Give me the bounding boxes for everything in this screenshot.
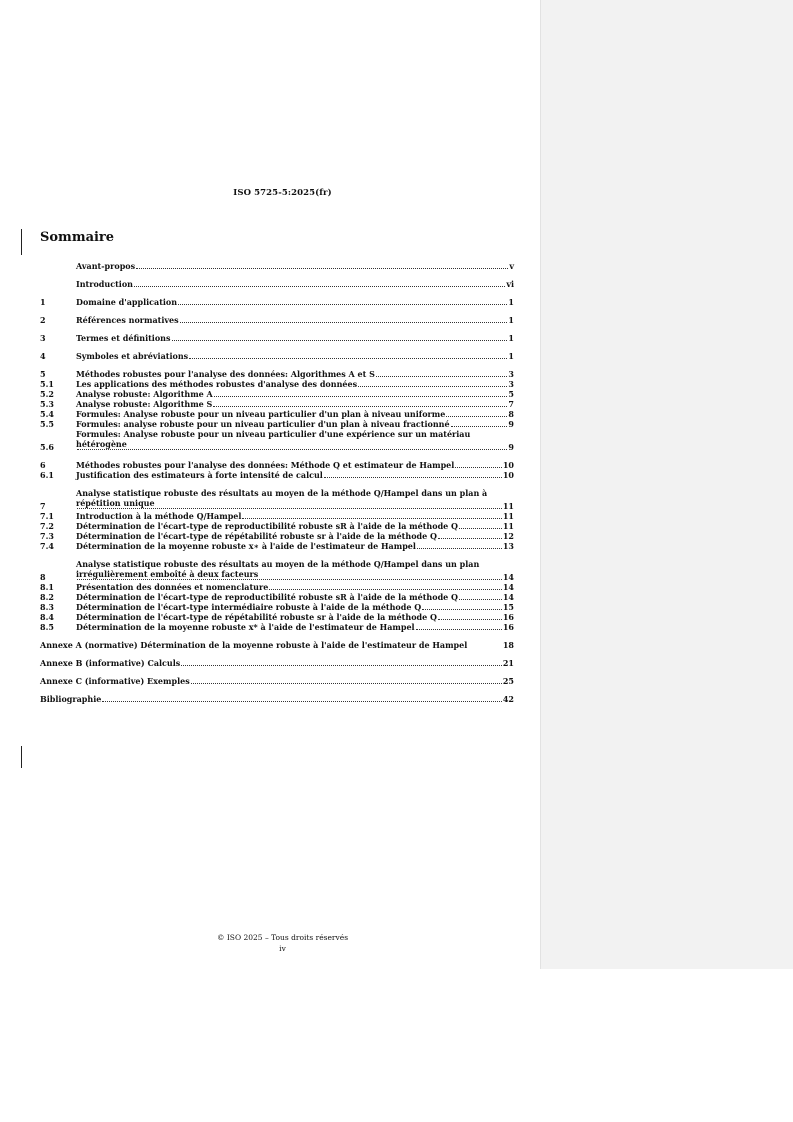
toc-entry-7-4[interactable] [40,541,514,551]
toc-entry-avant-propos[interactable] [40,261,514,271]
toc-entry-number: 8.4 [40,612,54,622]
toc-entry-number: 6.1 [40,470,54,480]
toc-entry-page: 10 [502,470,514,480]
toc-entry-7-3[interactable] [40,531,514,541]
toc-entry-page: 18 [502,640,514,650]
toc-entry-number: 5.4 [40,409,54,419]
toc-entry-number: 8.5 [40,622,54,632]
page-number: iv [279,944,286,953]
toc-entry-text: Analyse statistique robuste des résultats au moyen de la méthode Q/Hampel dans un plan à répétition unique [76,488,488,508]
document-header: ISO 5725-5:2025(fr) [233,188,332,198]
toc-entry-page: 16 [502,612,514,622]
toc-entry-page: 9 [508,442,514,452]
toc-entry-text: Symboles et abréviations [76,351,189,361]
toc-entry-8-5[interactable] [40,622,514,632]
toc-entry-text: Annexe A (normative) Détermination de la moyenne robuste à l'aide de l'estimateur de Hampel [40,640,468,650]
toc-entry-5-5[interactable] [40,419,514,429]
toc-entry-page: 9 [508,419,514,429]
toc-entry-text: Méthodes robustes pour l'analyse des données: Méthode Q et estimateur de Hampel [76,460,455,470]
toc-entry-text: Analyse robuste: Algorithme S [76,399,213,409]
toc-entry-text: Domaine d'application [76,297,178,307]
toc-entry-8-4[interactable] [40,612,514,622]
toc-entry-page: vi [506,279,514,289]
comment-pane [540,0,793,969]
toc-entry-number: 4 [40,351,46,361]
toc-entry-annexe-b[interactable] [40,658,514,668]
toc-entry-page: 3 [508,379,514,389]
toc-entry-text: Détermination de l'écart-type intermédiaire robuste à l'aide de la méthode Q [76,602,422,612]
toc-entry-text: Bibliographie [40,694,102,704]
toc-entry-text: Justification des estimateurs à forte intensité de calcul [76,470,323,480]
toc-entry-8-2[interactable] [40,592,514,602]
toc-entry-7-2[interactable] [40,521,514,531]
toc-entry-number: 5 [40,369,46,379]
toc-entry-number: 5.1 [40,379,54,389]
table-of-contents [40,261,514,704]
toc-entry-text: Présentation des données et nomenclature [76,582,269,592]
toc-entry-text: Formules: Analyse robuste pour un niveau particulier d'un plan à niveau uniforme [76,409,446,419]
toc-entry-8-3[interactable] [40,602,514,612]
toc-entry-5[interactable] [40,369,514,379]
toc-entry-page: 13 [502,541,514,551]
toc-entry-text: Analyse statistique robuste des résultats au moyen de la méthode Q/Hampel dans un plan irrégulièrement emboîté à deux facteurs [76,559,480,579]
toc-entry-page: 10 [502,460,514,470]
toc-entry-number: 7.2 [40,521,54,531]
toc-entry-page: 15 [502,602,514,612]
toc-entry-5-2[interactable] [40,389,514,399]
toc-entry-text: Formules: Analyse robuste pour un niveau particulier d'une expérience sur un matériau hétérogène [76,429,471,449]
toc-entry-page: 11 [502,501,514,511]
toc-entry-bibliographie[interactable] [40,694,514,704]
toc-entry-page: 3 [508,369,514,379]
toc-entry-annexe-a[interactable] [40,640,514,650]
toc-entry-page: 42 [502,694,514,704]
toc-entry-number: 8 [40,572,46,582]
toc-entry-number: 8.2 [40,592,54,602]
toc-entry-text: Avant-propos [76,261,136,271]
toc-entry-number: 5.3 [40,399,54,409]
toc-entry-text: Annexe C (informative) Exemples [40,676,190,686]
toc-entry-5-3[interactable] [40,399,514,409]
toc-entry-number: 7.4 [40,541,54,551]
toc-entry-8-1[interactable] [40,582,514,592]
toc-entry-number: 5.2 [40,389,54,399]
toc-entry-page: 7 [508,399,514,409]
toc-entry-number: 8.1 [40,582,54,592]
toc-entry-page: 12 [502,531,514,541]
toc-entry-page: 11 [502,521,514,531]
toc-entry-page: 1 [508,315,514,325]
toc-entry-page: 21 [502,658,514,668]
toc-entry-text: Détermination de l'écart-type de reproductibilité robuste sR à l'aide de la méthode Q [76,521,458,531]
toc-title: Sommaire [40,230,115,245]
toc-entry-6-1[interactable] [40,470,514,480]
toc-entry-text: Méthodes robustes pour l'analyse des données: Algorithmes A et S [76,369,375,379]
toc-entry-5-1[interactable] [40,379,514,389]
toc-entry-number: 7 [40,501,46,511]
toc-entry-number: 5.6 [40,442,54,452]
toc-entry-1[interactable] [40,297,514,307]
toc-entry-number: 6 [40,460,46,470]
toc-entry-7-1[interactable] [40,511,514,521]
toc-entry-8[interactable] [40,559,514,582]
toc-entry-page: 1 [508,297,514,307]
toc-entry-text: Introduction à la méthode Q/Hampel [76,511,242,521]
toc-entry-number: 7.3 [40,531,54,541]
toc-entry-text: Détermination de l'écart-type de reproductibilité robuste sR à l'aide de la méthode Q [76,592,458,602]
toc-entry-page: 5 [508,389,514,399]
toc-entry-text: Formules: analyse robuste pour un niveau particulier d'un plan à niveau fractionné [76,419,450,429]
toc-entry-page: 16 [502,622,514,632]
toc-entry-text: Annexe B (informative) Calculs [40,658,181,668]
toc-entry-text: Détermination de la moyenne robuste x* à l'aide de l'estimateur de Hampel [76,622,415,632]
toc-entry-text: Termes et définitions [76,333,171,343]
toc-entry-text: Analyse robuste: Algorithme A [76,389,213,399]
toc-entry-page: v [509,261,514,271]
toc-entry-number: 3 [40,333,46,343]
copyright-notice: © ISO 2025 – Tous droits réservés [216,933,349,942]
toc-entry-page: 14 [502,592,514,602]
toc-entry-annexe-c[interactable] [40,676,514,686]
toc-entry-2[interactable] [40,315,514,325]
toc-entry-page: 8 [508,409,514,419]
toc-entry-page: 1 [508,351,514,361]
toc-entry-7[interactable] [40,488,514,511]
toc-entry-page: 25 [502,676,514,686]
toc-entry-text: Introduction [76,279,133,289]
toc-entry-number: 1 [40,297,46,307]
toc-entry-introduction[interactable] [40,279,514,289]
toc-entry-page: 1 [508,333,514,343]
toc-entry-3[interactable] [40,333,514,343]
change-bar-bottom [21,746,22,768]
toc-entry-page: 14 [502,582,514,592]
toc-entry-text: Références normatives [76,315,179,325]
toc-entry-5-6[interactable] [40,429,514,452]
toc-entry-text: Les applications des méthodes robustes d'analyse des données [76,379,358,389]
toc-entry-5-4[interactable] [40,409,514,419]
page-footer [40,932,525,954]
toc-entry-6[interactable] [40,460,514,470]
toc-entry-page: 11 [502,511,514,521]
change-bar-top [21,229,22,255]
toc-entry-page: 14 [502,572,514,582]
toc-entry-4[interactable] [40,351,514,361]
toc-entry-number: 8.3 [40,602,54,612]
toc-entry-number: 2 [40,315,46,325]
toc-entry-number: 7.1 [40,511,54,521]
toc-entry-text: Détermination de l'écart-type de répétabilité robuste sr à l'aide de la méthode Q [76,531,437,541]
toc-entry-number: 5.5 [40,419,54,429]
toc-entry-text: Détermination de la moyenne robuste x∗ à l'aide de l'estimateur de Hampel [76,541,416,551]
toc-entry-text: Détermination de l'écart-type de répétabilité robuste sr à l'aide de la méthode Q [76,612,437,622]
